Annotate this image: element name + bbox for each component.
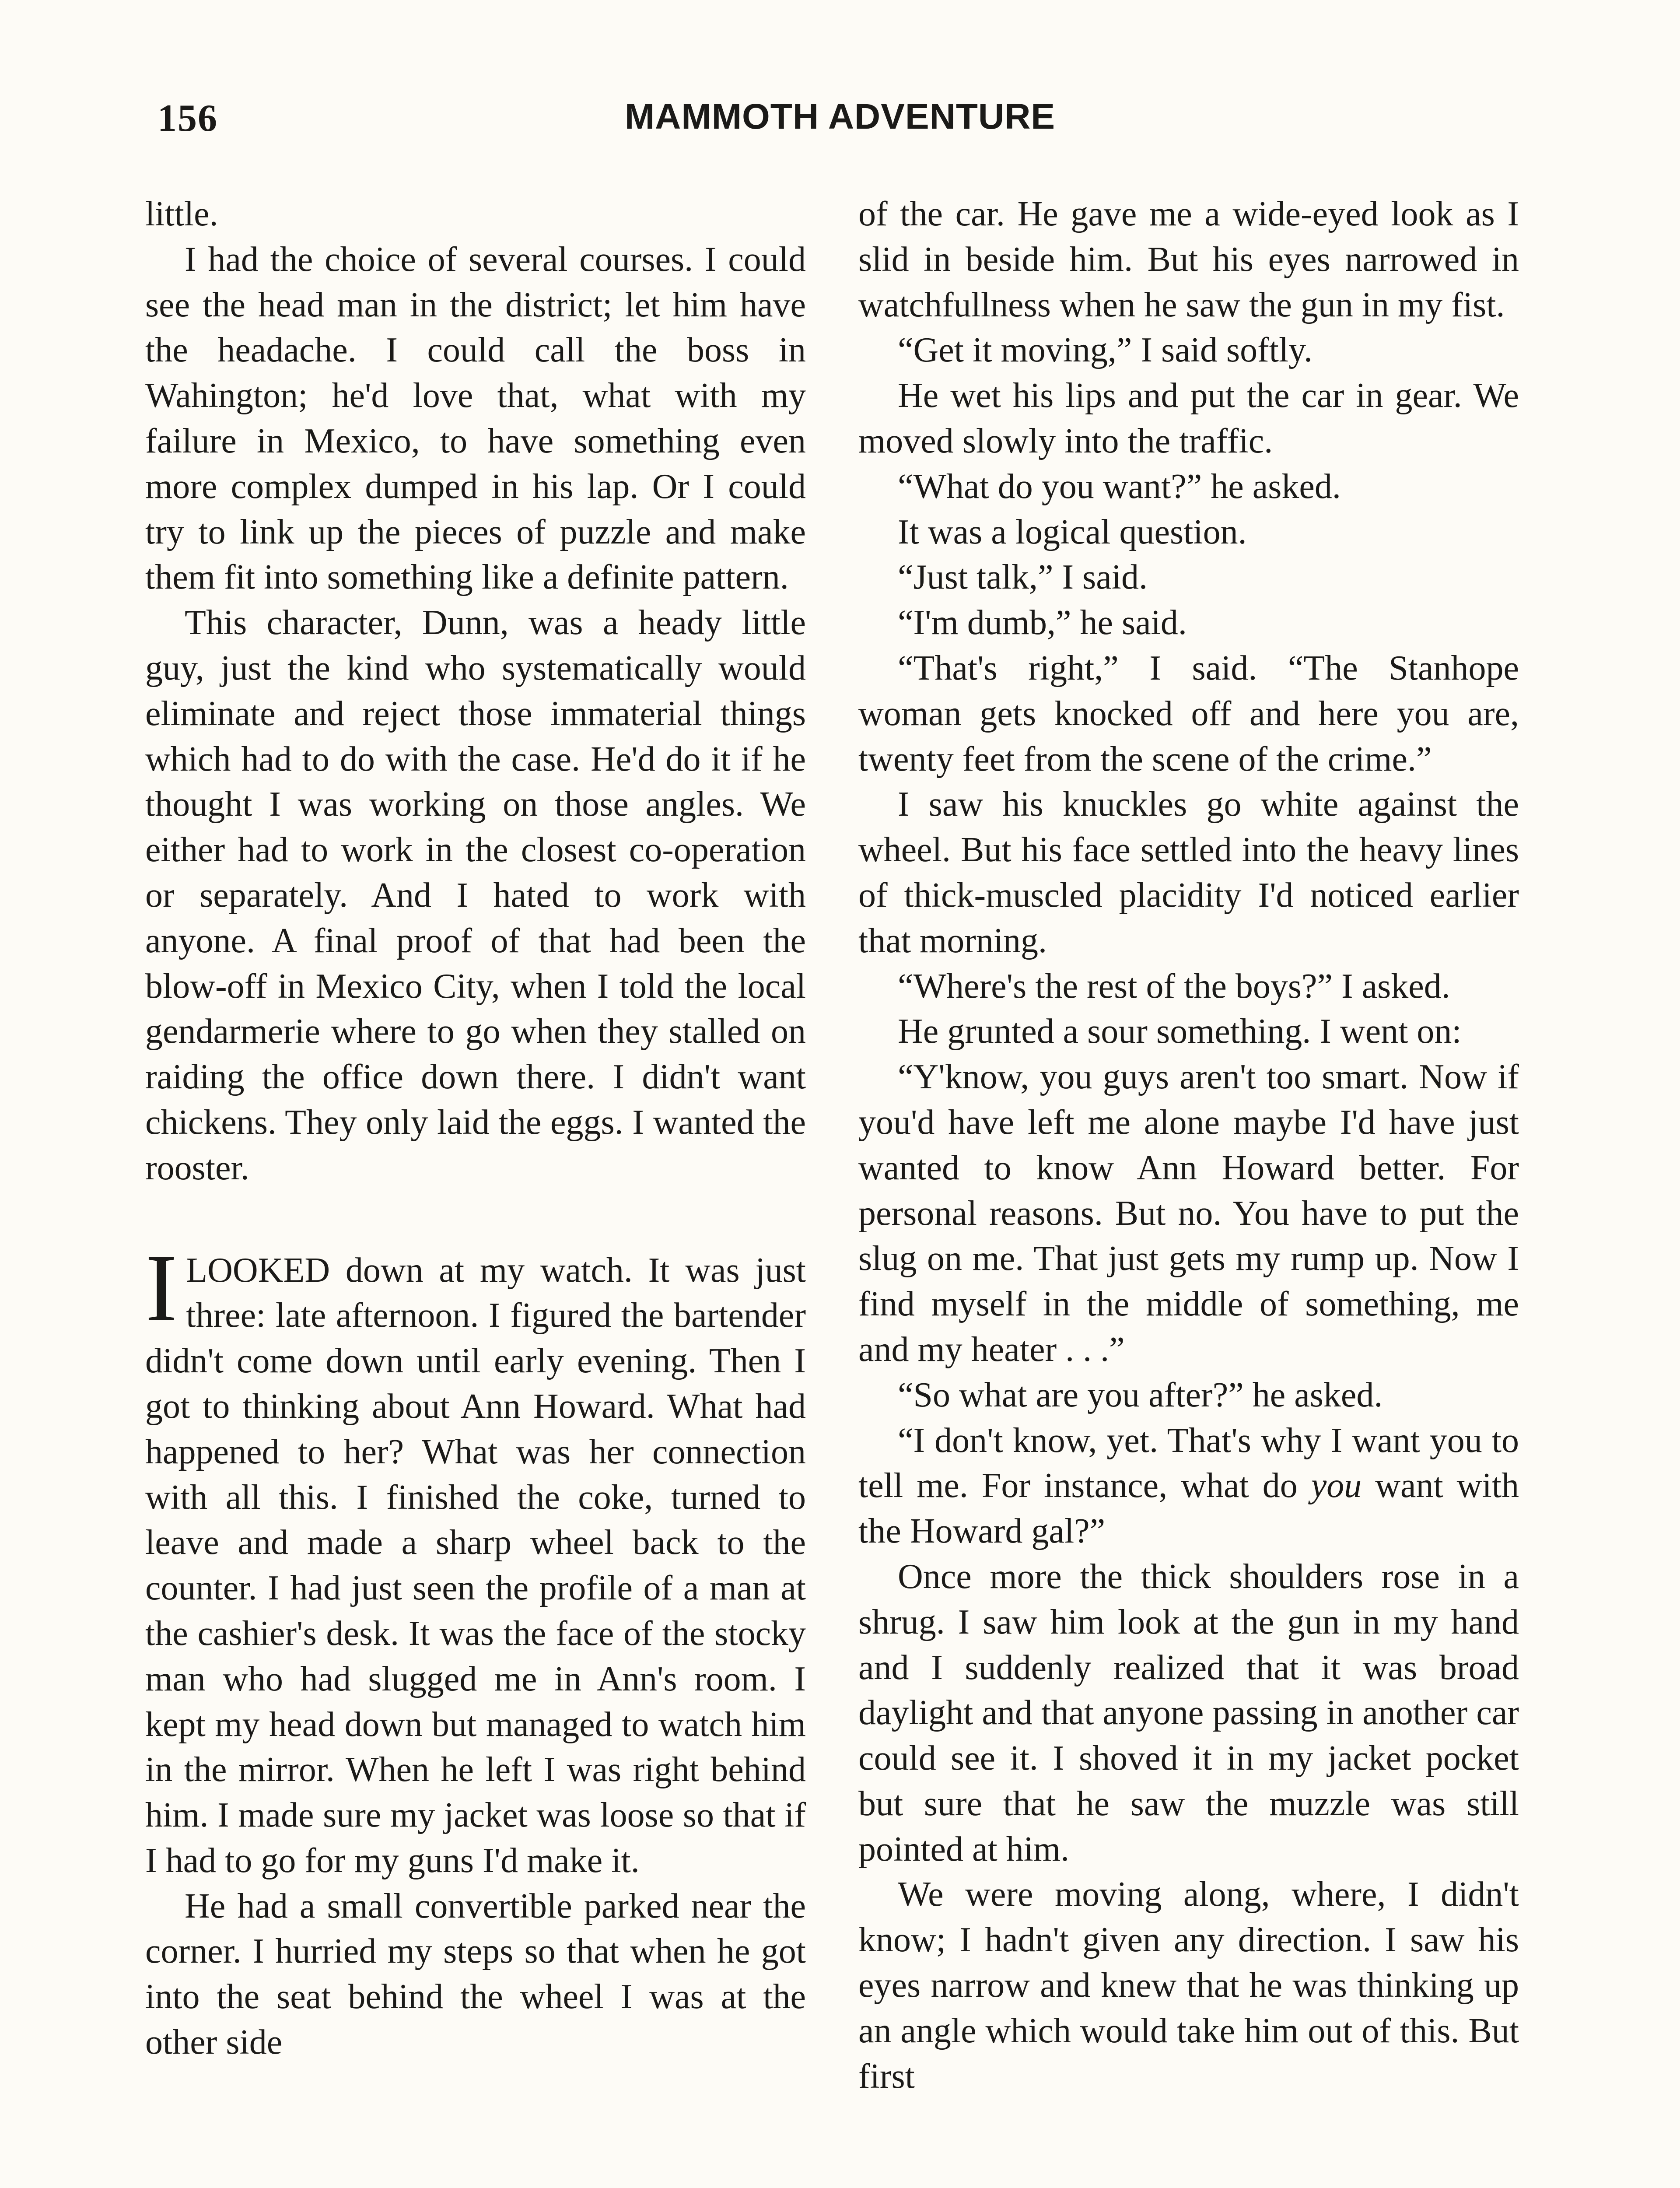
paragraph [858,1418,1519,1554]
paragraph: of the car. He gave me a wide-eyed look as I slid in beside him. But his eyes narrowed in watchfullness when he saw the gun in my fist. [858,195,1519,324]
paragraph: “That's right,” I said. “The Stanhope woman gets knocked off and here you are, twenty feet from the scene of the crime.” [858,649,1519,778]
paragraph: I saw his knuckles go white against the wheel. But his face settled into the heavy lines of thick-muscled placidity I'd noticed earlier that morning. [858,785,1519,960]
paragraph: “Y'know, you guys aren't too smart. Now if you'd have left me alone maybe I'd have just wanted to know Ann Howard better. For personal reasons. But no. You have to put the slug on me. That just gets my rump up. Now I find myself in the middle of something, me and my heater . . .” [858,1058,1519,1369]
paragraph-text: “I don't know, yet. That's why I want you to tell me. For instance, what do [858,1421,1519,1505]
paragraph: “Just talk,” I said. [898,558,1148,597]
paragraph: “I'm dumb,” he said. [898,603,1187,642]
emphasis-text: you [1311,1466,1362,1505]
paragraph-text: want with the Howard gal?” [858,1466,1519,1551]
left-column [145,192,806,2065]
page-number: 156 [158,97,218,140]
running-title: MAMMOTH ADVENTURE [624,97,1056,137]
paragraph: It was a logical question. [898,512,1247,551]
page-header [158,88,1522,153]
paragraph: “So what are you after?” he asked. [898,1375,1383,1414]
paragraph: This character, Dunn, was a heady little guy, just the kind who systematically would eliminate and reject those immaterial things which had to do with the case. He'd do it if he thought I was working on those angles. We either had to work in the closest co-operation or separately. And I hated to work with anyone. A final proof of that had been the blow-off in Mexico City, when I told the local gendarmerie where to go when they stalled on raiding the office down there. I didn't want chickens. They only laid the eggs. I wanted the rooster. [145,603,806,1187]
paragraph: Once more the thick shoulders rose in a shrug. I saw him look at the gun in my hand and I suddenly realized that it was broad daylight and that anyone passing in another car could see it. I shoved it in my jacket pocket but sure that he saw the muzzle was still pointed at him. [858,1557,1519,1869]
paragraph-text: LOOKED down at my watch. It was just three: late afternoon. I figured the bartender didn't come down until early evening. Then I got to thinking about Ann Howard. What had happened to her? What was her connection with all this. I finished the coke, turned to leave and made a sharp wheel back to the counter. I had just seen the profile of a man at the cashier's desk. It was the face of the stocky man who had slugged me in Ann's room. I kept my head down but managed to watch him in the mirror. When he left I was right behind him. I made sure my jacket was loose so that if I had to go for my guns I'd make it. [145,1251,806,1880]
paragraph: He wet his lips and put the car in gear. We moved slowly into the traffic. [858,376,1519,460]
section-opening-paragraph [145,1234,806,1884]
right-column [858,192,1519,2099]
paragraph: little. [145,195,218,233]
paragraph: I had the choice of several courses. I could see the head man in the district; let him have the headache. I could call the boss in Wahington; he'd love that, what with my failure in Mexico, to have something even more complex dumped in his lap. Or I could try to link up the pieces of puzzle and make them fit into something like a definite pattern. [145,240,806,597]
paragraph: He grunted a sour something. I went on: [898,1012,1462,1051]
drop-cap: I [145,1234,178,1341]
paragraph: He had a small convertible parked near the corner. I hurried my steps so that when he got into the seat behind the wheel I was at the other side [145,1886,806,2062]
paragraph: We were moving along, where, I didn't know; I hadn't given any direction. I saw his eyes narrow and knew that he was thinking up an angle which would take him out of this. But first [858,1875,1519,2096]
paragraph: “Where's the rest of the boys?” I asked. [898,967,1450,1006]
paragraph: “What do you want?” he asked. [898,467,1341,506]
paragraph: “Get it moving,” I said softly. [898,331,1312,370]
